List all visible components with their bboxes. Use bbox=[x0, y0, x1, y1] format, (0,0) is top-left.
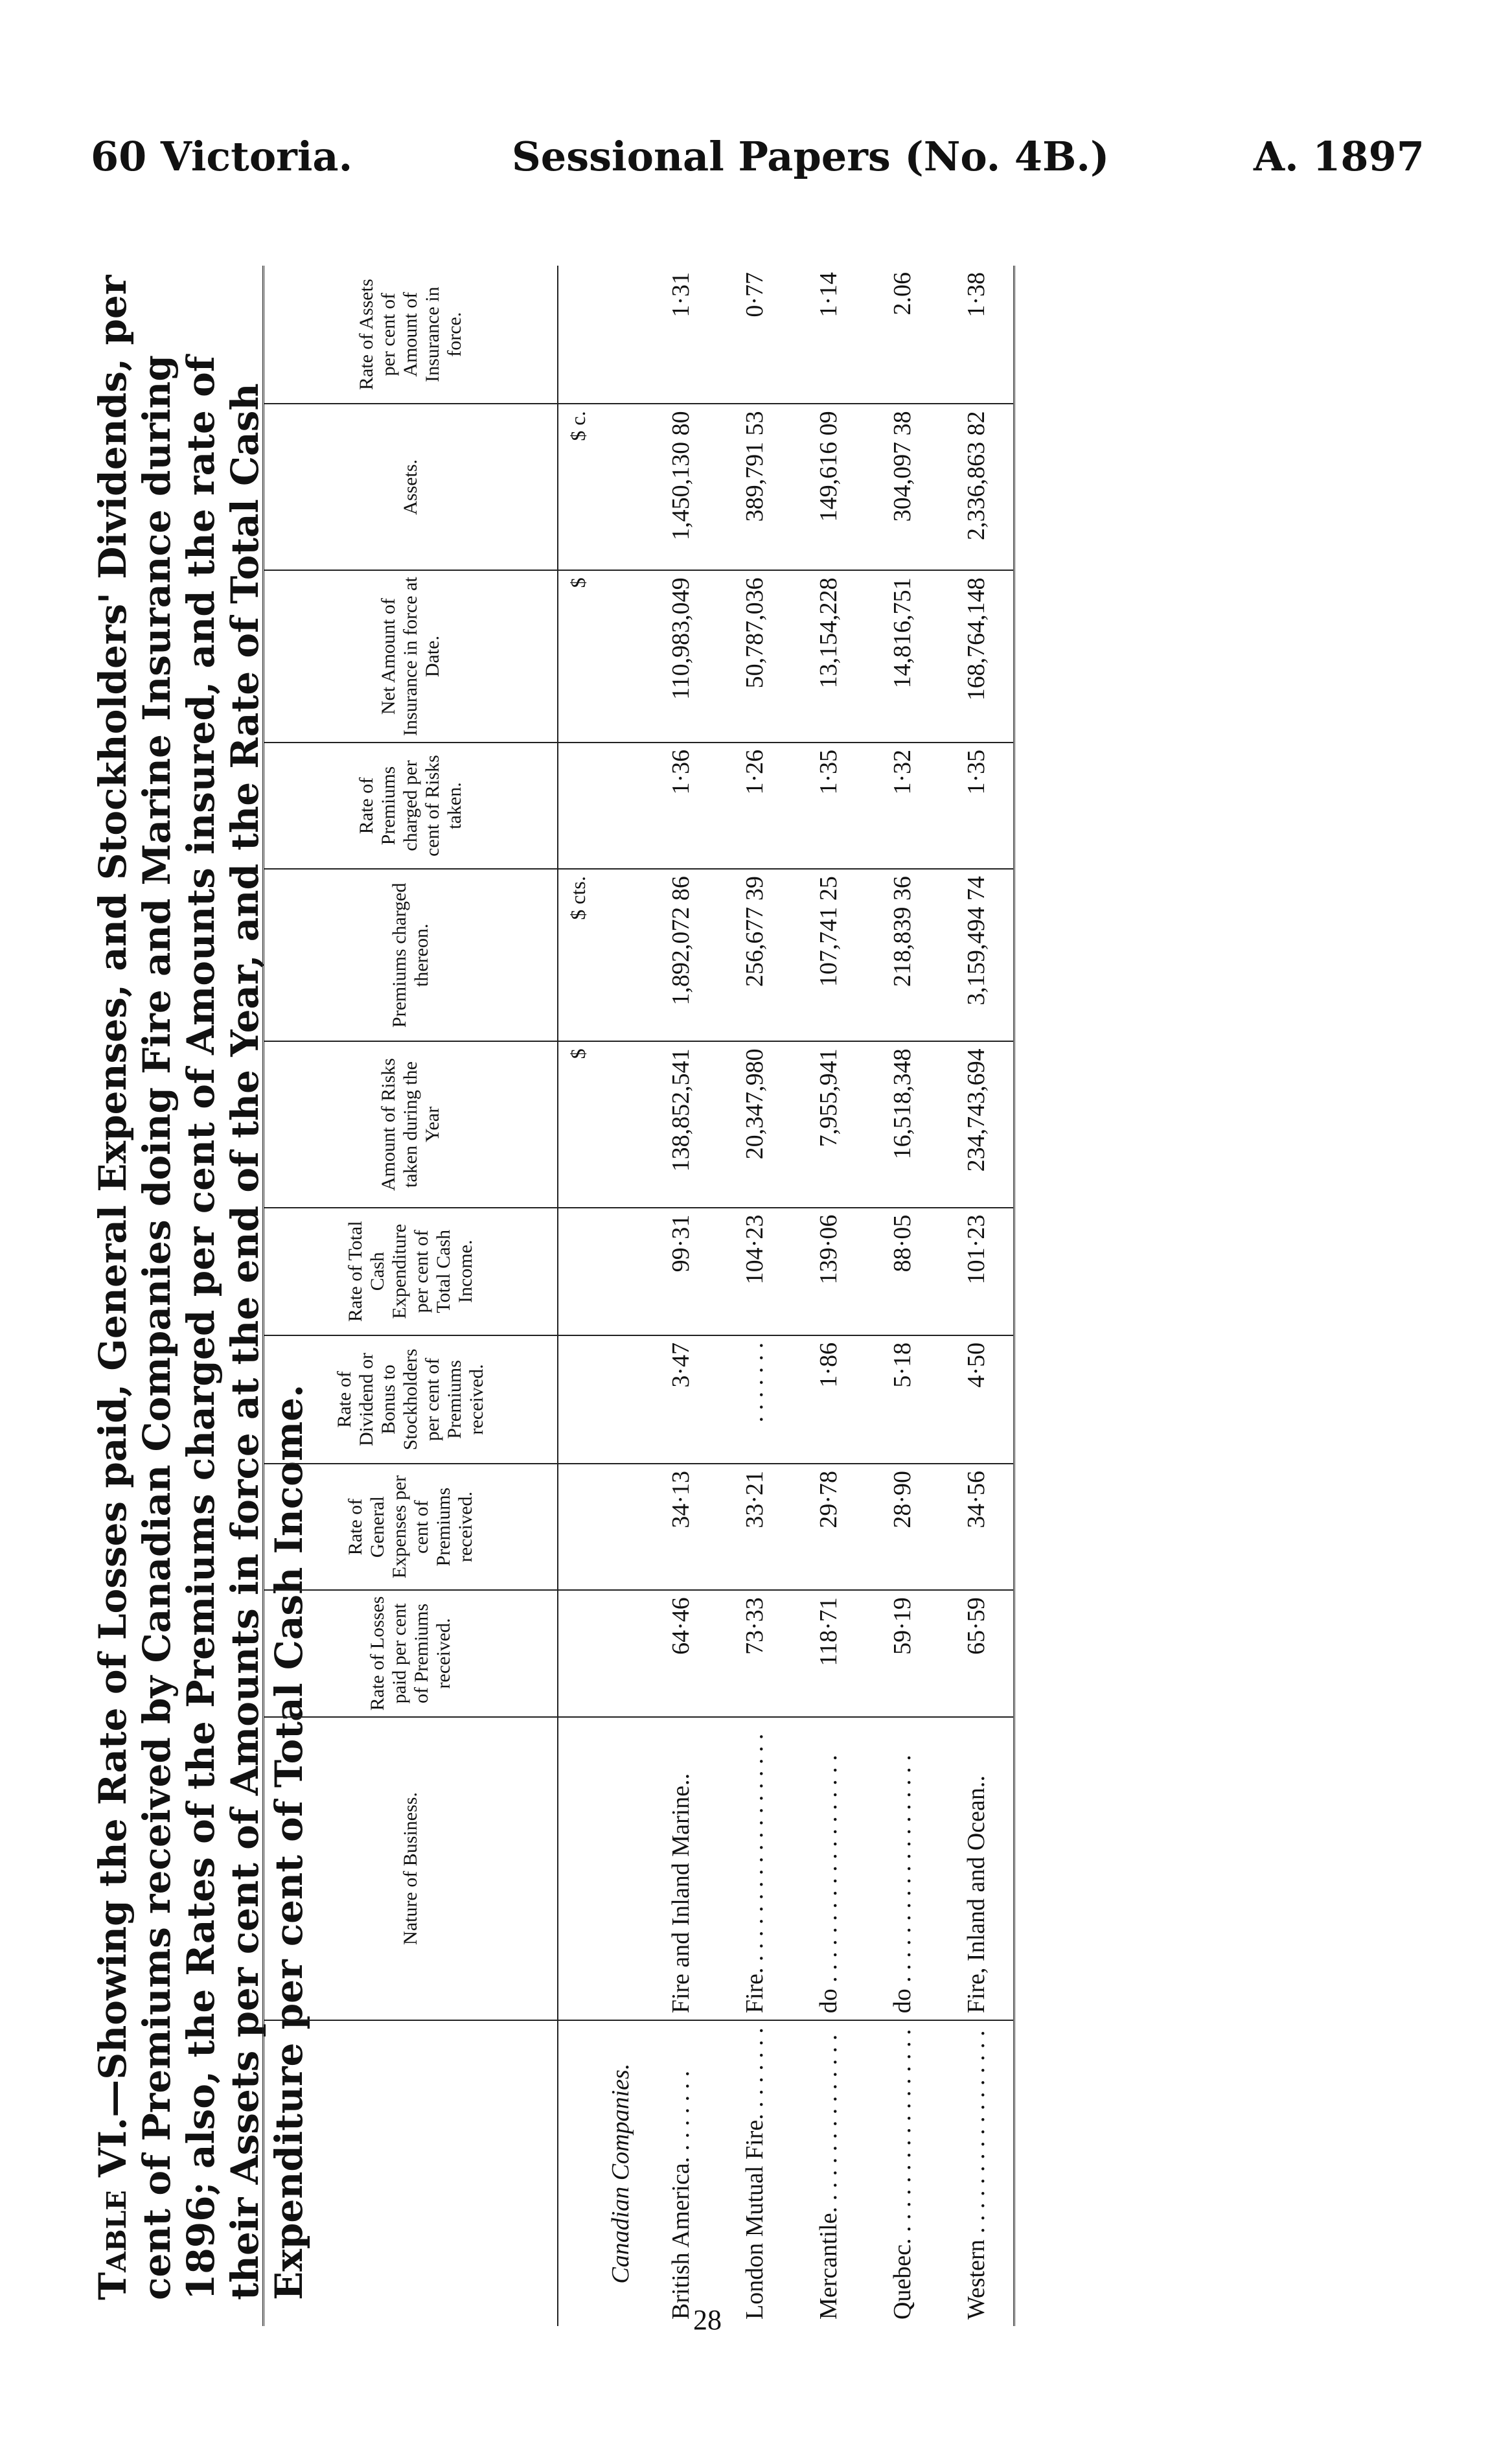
expenses-rate: 33·21 bbox=[718, 1464, 792, 1590]
dividend-rate: 5·18 bbox=[865, 1335, 939, 1464]
table-header-row bbox=[264, 266, 558, 2326]
business-nature: Fire. . . . . . . . . . . . . . . . . . . . bbox=[718, 1717, 792, 2021]
header-assets: Assets. bbox=[264, 404, 558, 570]
net-insurance: 50,787,036 bbox=[718, 570, 792, 742]
cash-expenditure-rate: 88·05 bbox=[865, 1208, 939, 1335]
risks-amount: 7,955,941 bbox=[792, 1041, 865, 1207]
net-insurance: 14,816,751 bbox=[865, 570, 939, 742]
net-insurance: 13,154,228 bbox=[792, 570, 865, 742]
header-assets-rate: Rate of Assets per cent of Amount of Insurance in force. bbox=[264, 266, 558, 404]
caption-text: Showing the Rate of Losses paid, General Expenses, and Stockholders' Dividends, per cent of Premiums received by Canadian Companies doing Fire and Marine Insurance during 1896; also, the Rates of the Premiums charged per cent of Amounts insured, and the rate of their Assets per cent of Amounts in force at the end of the Year, and the Rate of Total Cash Expenditure per cent of Total Cash Income. bbox=[91, 275, 311, 2300]
statistics-table-wrapper bbox=[262, 266, 1015, 2326]
unit-risks: $ bbox=[558, 1041, 597, 1207]
premium-rate: 1·35 bbox=[939, 743, 1014, 869]
assets: 149,616 09 bbox=[792, 404, 865, 570]
assets: 304,097 38 bbox=[865, 404, 939, 570]
assets-rate: 1·31 bbox=[644, 266, 718, 404]
header-premium-rate: Rate of Premiums charged per cent of Risks taken. bbox=[264, 743, 558, 869]
losses-rate: 118·71 bbox=[792, 1590, 865, 1716]
premiums-charged: 218,839 36 bbox=[865, 869, 939, 1041]
expenses-rate: 29·78 bbox=[792, 1464, 865, 1590]
header-losses-rate: Rate of Losses paid per cent of Premiums received. bbox=[264, 1590, 558, 1716]
premiums-charged: 107,741 25 bbox=[792, 869, 865, 1041]
risks-amount: 20,347,980 bbox=[718, 1041, 792, 1207]
caption-lead: Table VI.— bbox=[91, 2079, 135, 2300]
premium-rate: 1·32 bbox=[865, 743, 939, 869]
risks-amount: 138,852,541 bbox=[644, 1041, 718, 1207]
expenses-rate: 34·13 bbox=[644, 1464, 718, 1590]
dividend-rate: 4·50 bbox=[939, 1335, 1014, 1464]
unit-net-insurance: $ bbox=[558, 570, 597, 742]
dividend-rate: . . . . . . . bbox=[718, 1335, 792, 1464]
assets-rate: 1·38 bbox=[939, 266, 1014, 404]
rotated-table-page bbox=[78, 233, 1406, 2339]
assets-rate: 0·77 bbox=[718, 266, 792, 404]
header-premiums: Premiums charged thereon. bbox=[264, 869, 558, 1041]
company-name: Mercantile. . . . . . . . . . . . . . . bbox=[815, 2034, 842, 2320]
cash-expenditure-rate: 99·31 bbox=[644, 1208, 718, 1335]
header-cash-expenditure-rate: Rate of Total Cash Expenditure per cent of Total Cash Income. bbox=[264, 1208, 558, 1335]
unit-premiums: $ cts. bbox=[558, 869, 597, 1041]
header-nature: Nature of Business. bbox=[264, 1717, 558, 2021]
unit-assets: $ c. bbox=[558, 404, 597, 570]
header-year: A. 1897 bbox=[1254, 133, 1425, 180]
risks-amount: 234,743,694 bbox=[939, 1041, 1014, 1207]
net-insurance: 168,764,148 bbox=[939, 570, 1014, 742]
cash-expenditure-rate: 101·23 bbox=[939, 1208, 1014, 1335]
table-row bbox=[792, 266, 865, 2326]
premiums-charged: 1,892,072 86 bbox=[644, 869, 718, 1041]
losses-rate: 73·33 bbox=[718, 1590, 792, 1716]
table-row bbox=[718, 266, 792, 2326]
header-dividend-rate: Rate of Dividend or Bonus to Stockholders per cent of Premiums received. bbox=[264, 1335, 558, 1464]
cash-expenditure-rate: 139·06 bbox=[792, 1208, 865, 1335]
business-nature: do . . . . . . . . . . . . . . . . . . . bbox=[792, 1717, 865, 2021]
page-number: 28 bbox=[693, 2304, 722, 2336]
expenses-rate: 34·56 bbox=[939, 1464, 1014, 1590]
company-name: Western . . . . . . . . . . . . . . . . . bbox=[939, 2020, 1014, 2326]
header-expenses-rate: Rate of General Expenses per cent of Premiums received. bbox=[264, 1464, 558, 1590]
table-row bbox=[865, 266, 939, 2326]
risks-amount: 16,518,348 bbox=[865, 1041, 939, 1207]
business-nature: Fire, Inland and Ocean.. bbox=[939, 1717, 1014, 2021]
premium-rate: 1·26 bbox=[718, 743, 792, 869]
subhead-row bbox=[597, 266, 644, 2326]
business-nature: Fire and Inland Marine.. bbox=[644, 1717, 718, 2021]
assets: 389,791 53 bbox=[718, 404, 792, 570]
premiums-charged: 256,677 39 bbox=[718, 869, 792, 1041]
losses-rate: 59·19 bbox=[865, 1590, 939, 1716]
header-risks-amount: Amount of Risks taken during the Year bbox=[264, 1041, 558, 1207]
assets: 1,450,130 80 bbox=[644, 404, 718, 570]
header-volume: 60 Victoria. bbox=[91, 133, 353, 180]
header-net-insurance: Net Amount of Insurance in force at Date. bbox=[264, 570, 558, 742]
expenses-rate: 28·90 bbox=[865, 1464, 939, 1590]
premium-rate: 1·35 bbox=[792, 743, 865, 869]
company-name: Quebec. . . . . . . . . . . . . . . . . . bbox=[889, 2029, 916, 2320]
assets-rate: 1·14 bbox=[792, 266, 865, 404]
header-company bbox=[264, 2020, 558, 2326]
units-row bbox=[558, 266, 597, 2326]
dividend-rate: 3·47 bbox=[644, 1335, 718, 1464]
table-row bbox=[939, 266, 1014, 2326]
losses-rate: 65·59 bbox=[939, 1590, 1014, 1716]
company-name: British America. . . . . . . . bbox=[667, 2070, 694, 2320]
business-nature: do . . . . . . . . . . . . . . . . . . . bbox=[865, 1717, 939, 2021]
company-name: London Mutual Fire. . . . . . . . bbox=[741, 2027, 768, 2320]
dividend-rate: 1·86 bbox=[792, 1335, 865, 1464]
statistics-table bbox=[262, 266, 1015, 2326]
premiums-charged: 3,159,494 74 bbox=[939, 869, 1014, 1041]
losses-rate: 64·46 bbox=[644, 1590, 718, 1716]
net-insurance: 110,983,049 bbox=[644, 570, 718, 742]
header-title: Sessional Papers (No. 4B.) bbox=[512, 133, 1110, 180]
assets-rate: 2.06 bbox=[865, 266, 939, 404]
subhead-canadian-companies: Canadian Companies. bbox=[607, 2063, 634, 2284]
premium-rate: 1·36 bbox=[644, 743, 718, 869]
table-row bbox=[644, 266, 718, 2326]
cash-expenditure-rate: 104·23 bbox=[718, 1208, 792, 1335]
assets: 2,336,863 82 bbox=[939, 404, 1014, 570]
